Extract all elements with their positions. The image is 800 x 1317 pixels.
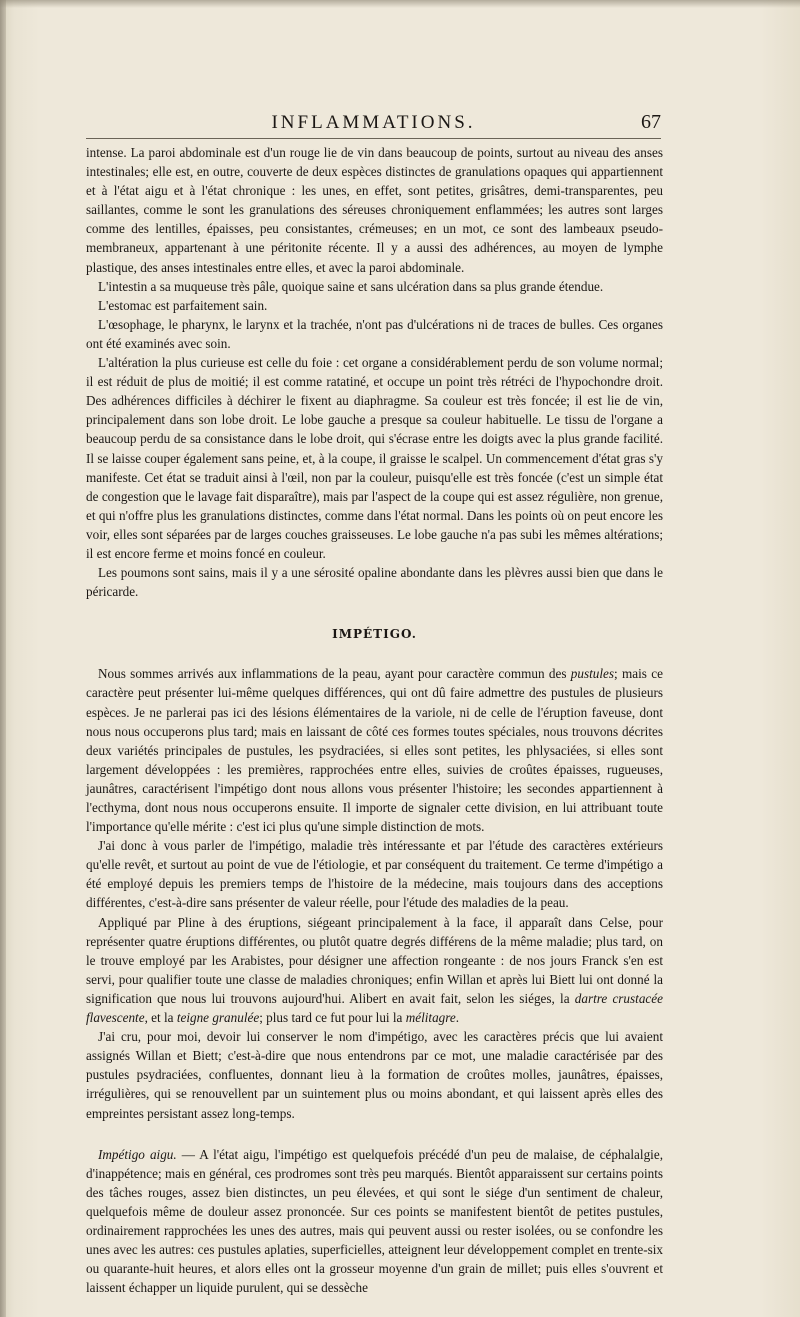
text-run: . (455, 1010, 460, 1026)
paragraph (86, 913, 663, 1028)
paragraph (86, 1145, 663, 1298)
italic-term: pustules (570, 666, 615, 682)
page-top-edge (0, 0, 800, 8)
text-run: — A l'état aigu, l'impétigo est quelquefois précédé d'un peu de malaise, de céphalalgie, d'inappétence; mais en général, ces prodromes sont très peu marqués. Bientôt apparaissent sur certains points des tâches rouges, assez bien distinctes, un peu élevées, et qui sont le siége d'un sentiment de chaleur, quelquefois même de douleur assez prononcée. Sur ces points se manifestent bientôt de petites pustules, ordinairement rapprochées les unes des autres, mais qui peuvent aussi ou rester isolées, ou se confondre les unes avec les autres: ces pustules aplaties, superficielles, atteignent leur développement complet en trente-six ou quarante-huit heures, et alors elles ont la grosseur moyenne d'un grain de millet; puis elles s'ouvrent et laissent échapper un liquide purulent, qui se dessèche (86, 1146, 663, 1296)
paragraph: L'estomac est parfaitement sain. (98, 297, 268, 313)
paragraph: J'ai cru, pour moi, devoir lui conserver le nom d'impétigo, avec les caractères précis que lui avaient assignés Willan et Biett; c'est-à-dire que nous entendrons par ce mot, une maladie caractérisée par des pustules psydraciées, confluentes, donnant lieu à la formation de croûtes molles, jaunâtres, épaisses, irrégulières, qui se renouvellent par un suintement plus ou moins abondant, et qui laissent après elles des empreintes persistant assez long-temps. (86, 1029, 663, 1121)
paragraph: Les poumons sont sains, mais il y a une sérosité opaline abondante dans les plèvres aussi bien que dans le péricarde. (86, 565, 663, 600)
paragraph: intense. La paroi abdominale est d'un rouge lie de vin dans beaucoup de points, surtout au niveau des anses intestinales; elle est, en outre, couverte de deux espèces distinctes de granulations opaques qui appartiennent et à l'état aigu et à l'état chronique : les unes, en effet, sont petites, grisâtres, demi-transparentes, peu saillantes, comme le sont les granulations des séreuses chroniquement enflammées; les autres sont larges comme des lentilles, épaisses, peu consistantes, crémeuses; en un mot, ce sont des lambeaux pseudo-membraneux, appartenant à une péritonite récente. Il y a aussi des adhérences, au moyen de lymphe plastique, des anses intestinales entre elles, et avec la paroi abdominale. (86, 145, 663, 275)
italic-term: mélitagre (405, 1010, 456, 1026)
paragraph (86, 664, 663, 836)
text-run: ; plus tard ce fut pour lui la (259, 1010, 406, 1026)
italic-term: dartre crustacée flavescente (86, 990, 663, 1026)
italic-term: teigne granulée (176, 1010, 260, 1026)
paragraph: L'œsophage, le pharynx, le larynx et la trachée, n'ont pas d'ulcérations ni de traces de bulles. Ces organes ont été examinés avec soin. (86, 316, 663, 351)
paragraph: J'ai donc à vous parler de l'impétigo, maladie très intéressante et par l'étude des caractères extérieurs qu'elle revêt, et surtout au point de vue de l'étiologie, et par conséquent du traitement. Ce terme d'impétigo a été employé depuis les premiers temps de l'histoire de la médecine, mais toujours dans des acceptions différentes, c'est-à-dire sans présenter de valeur réelle, pour l'étude des maladies de la peau. (86, 838, 663, 911)
paragraph-gap (86, 1123, 663, 1145)
paragraph: L'altération la plus curieuse est celle du foie : cet organe a considérablement perdu de son volume normal; il est réduit de plus de moitié; il est comme ratatiné, et occupe un point très rétréci de l'hypochondre droit. Des adhérences difficiles à déchirer le fixent au diaphragme. Sa couleur est très foncée; il est lie de vin, principalement dans son lobe droit. Le lobe gauche a presque sa couleur habituelle. Le tissu de l'organe a beaucoup perdu de sa consistance dans le lobe droit, qui s'écrase entre les doigts avec la plus grande facilité. Il se laisse couper également sans peine, et, à la coupe, il graisse le scalpel. Un commencement d'état gras s'y manifeste. Cet état se traduit ainsi à l'œil, non par la couleur, puisqu'elle est très foncée (c'est un simple état de congestion que le lavage fait disparaître), mais par l'aspect de la coupe qui est assez régulière, non grenue, et qui n'offre plus les granulations distinctes, comme dans l'état normal. Dans les points où on peut encore les voir, elles sont séparées par de larges couches graisseuses. Le lobe gauche n'a pas subi les mêmes altérations; il est encore ferme et moins foncé en couleur. (86, 355, 663, 561)
section-title: IMPÉTIGO. (332, 627, 417, 642)
text-run: Appliqué par Pline à des éruptions, siégeant principalement à la face, il apparaît dans Celse, pour représenter quatre éruptions différentes, ou plutôt quatre degrés différens de la même maladie; plus tard, on le trouve employé par les Arabistes, pour désigner une affection rongeante : de nos jours Franck s'en est servi, pour qualifier toute une classe de maladies chroniques; enfin Willan et après lui Biett lui ont donné la signification que nous lui trouvons aujourd'hui. Alibert en avait fait, selon les siéges, la (86, 914, 663, 1006)
page-header (86, 112, 661, 138)
body-text (86, 143, 663, 1297)
text-run: , et la (144, 1010, 177, 1026)
paragraph: L'intestin a sa muqueuse très pâle, quoique saine et sans ulcération dans sa plus grande étendue. (98, 278, 604, 294)
text-run: Nous sommes arrivés aux inflammations de la peau, ayant pour caractère commun des (98, 666, 571, 682)
page-number: 67 (641, 111, 661, 133)
text-run: ; mais ce caractère peut présenter lui-même quelques différences, qui ont dû faire admettre des pustules de plusieurs espèces. Je ne parlerai pas ici des lésions élémentaires de la variole, ni de celle de l'éruption faveuse, dont nous nous occuperons plus tard; mais en laissant de côté ces formes toutes spéciales, nous trouvons décrites deux variétés principales de pustules, les psydraciées, si elles sont petites, les phlysaciées, si elles sont largement développées : les premières, rapprochées entre elles, suivies de croûtes épaisses, rugueuses, jaunâtres, caractérisent l'impétigo dont nous allons vous présenter l'histoire; les secondes appartiennent à l'ecthyma, dont nous nous occuperons ensuite. Il importe de signaler cette division, en lui attribuant toute l'importance qu'elle mérite : c'est ici plus qu'une simple distinction de mots. (86, 666, 663, 835)
running-head: INFLAMMATIONS. (271, 112, 476, 133)
header-rule (86, 138, 661, 139)
page-spine-shadow (0, 0, 6, 1317)
italic-subheading: Impétigo aigu. (98, 1146, 177, 1162)
